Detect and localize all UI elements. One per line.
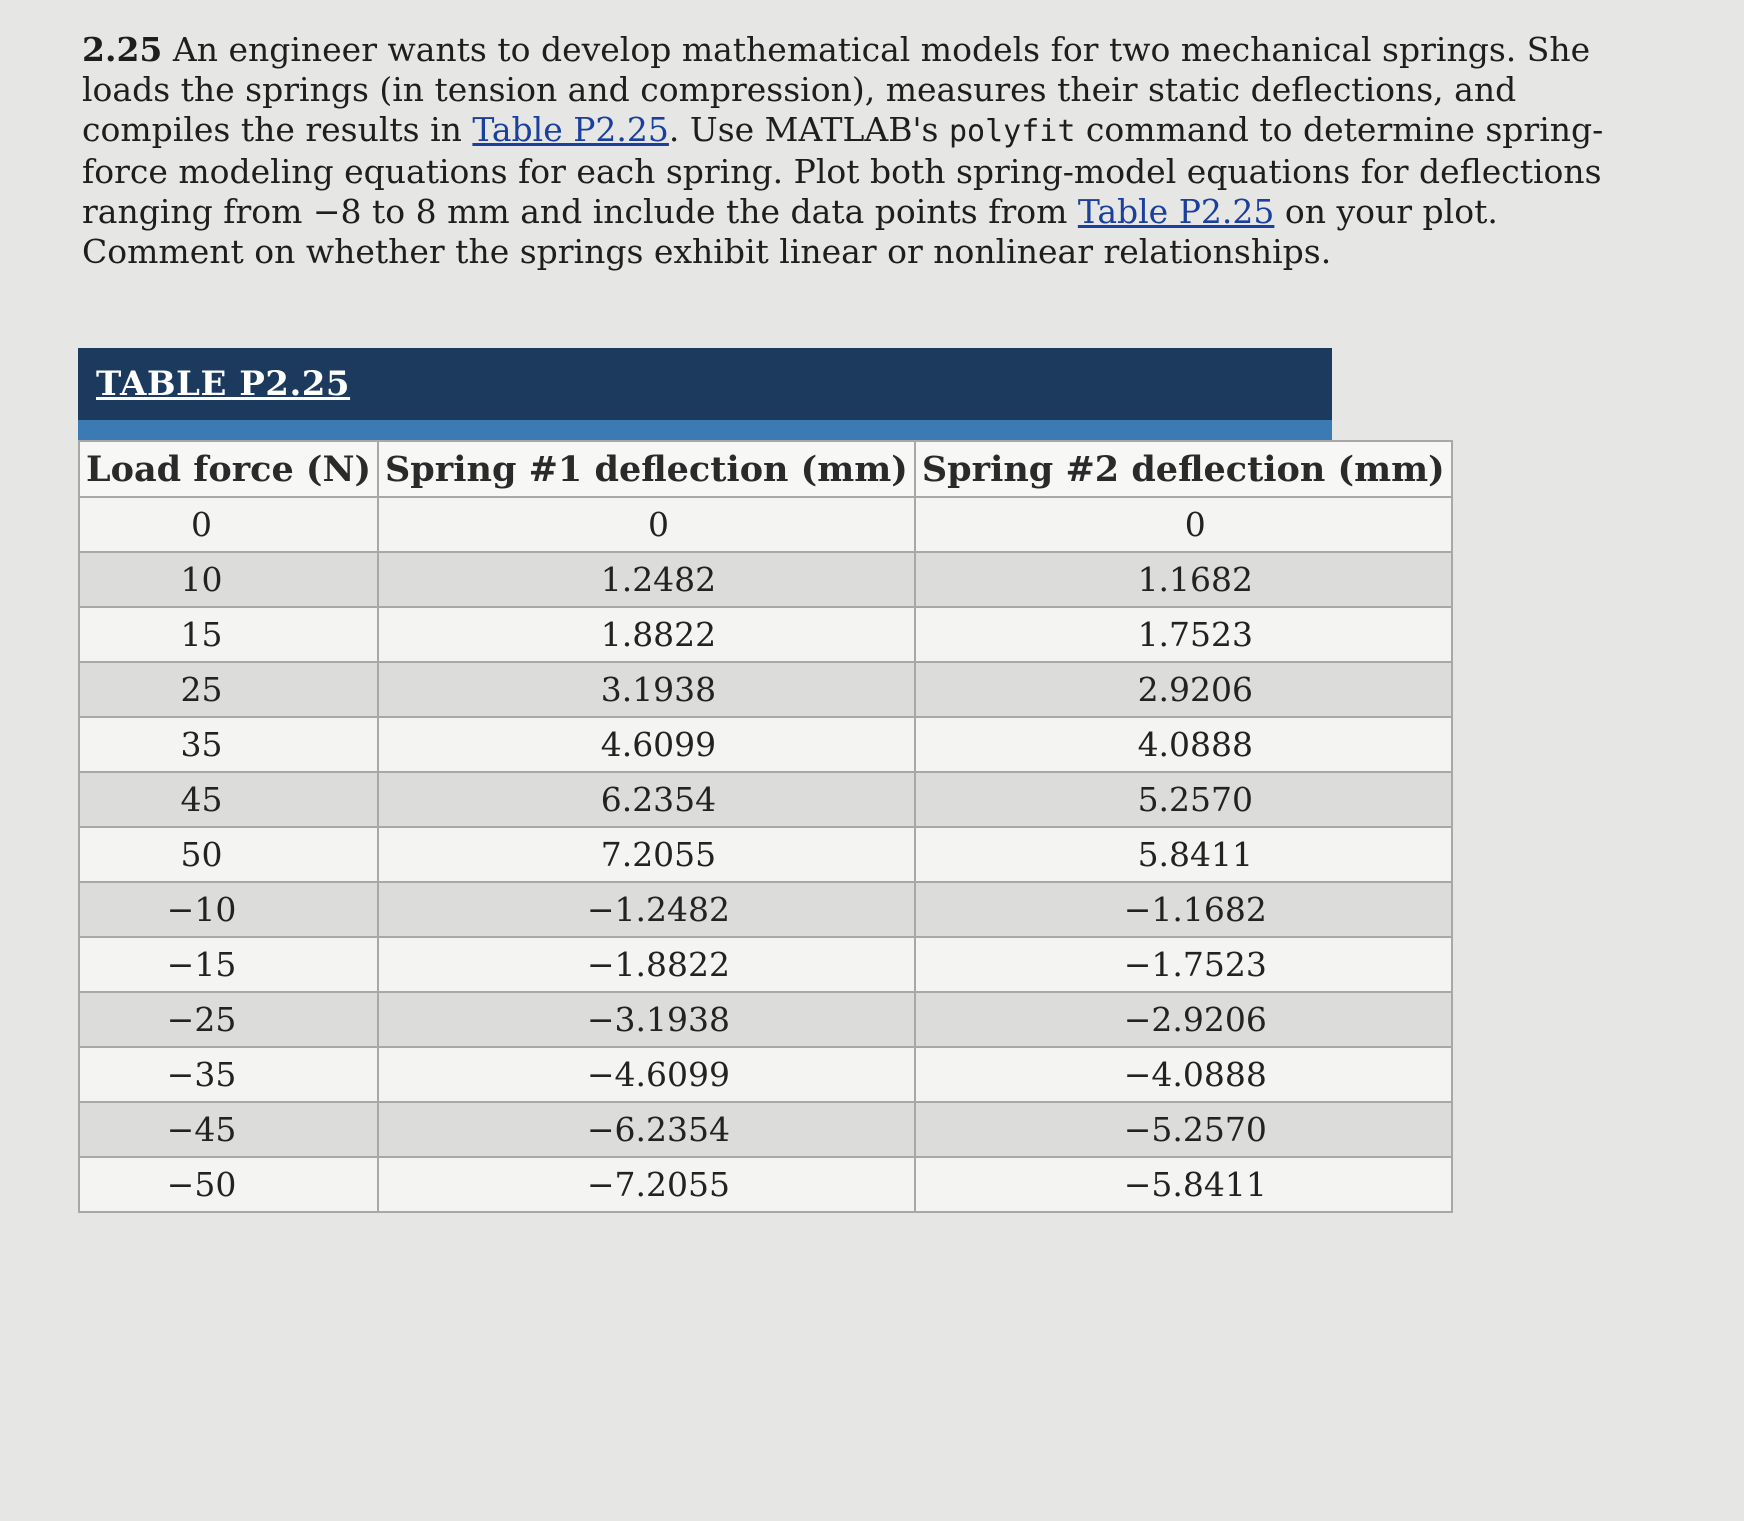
table-row	[79, 937, 1452, 992]
table-row	[79, 992, 1452, 1047]
cell-spring1: 1.8822	[378, 607, 915, 662]
cell-load: 45	[79, 772, 378, 827]
problem-text-2: . Use MATLAB's	[668, 110, 949, 149]
cell-load: −35	[79, 1047, 378, 1102]
cell-spring2: −2.9206	[915, 992, 1452, 1047]
table-title: TABLE P2.25	[96, 364, 351, 404]
cell-spring2: −5.8411	[915, 1157, 1452, 1212]
cell-spring1: 4.6099	[378, 717, 915, 772]
header-spring1: Spring #1 deflection (mm)	[378, 441, 915, 497]
table-row	[79, 1102, 1452, 1157]
polyfit-code: polyfit	[949, 114, 1076, 149]
table-row	[79, 552, 1452, 607]
cell-load: −25	[79, 992, 378, 1047]
cell-spring1: −1.2482	[378, 882, 915, 937]
cell-spring2: −1.7523	[915, 937, 1452, 992]
table-row	[79, 662, 1452, 717]
cell-spring2: 4.0888	[915, 717, 1452, 772]
cell-load: 25	[79, 662, 378, 717]
cell-spring2: 1.1682	[915, 552, 1452, 607]
table-row	[79, 827, 1452, 882]
cell-spring2: 0	[915, 497, 1452, 552]
cell-spring2: −1.1682	[915, 882, 1452, 937]
table-link-2[interactable]: Table P2.25	[1077, 192, 1275, 231]
cell-spring1: −7.2055	[378, 1157, 915, 1212]
table-link-1[interactable]: Table P2.25	[472, 110, 669, 149]
cell-load: −10	[79, 882, 378, 937]
cell-spring1: −6.2354	[378, 1102, 915, 1157]
cell-load: −15	[79, 937, 378, 992]
cell-spring2: 5.2570	[915, 772, 1452, 827]
problem-text-4: on your plot. Comment on whether the springs exhibit linear or nonlinear relationships.	[82, 192, 1498, 271]
header-spring2: Spring #2 deflection (mm)	[915, 441, 1452, 497]
cell-spring2: 2.9206	[915, 662, 1452, 717]
problem-text-1: An engineer wants to develop mathematical models for two mechanical springs. She loads the springs (in tension and compression), measures their static deflections, and compiles the results in	[82, 30, 1591, 149]
cell-spring1: −1.8822	[378, 937, 915, 992]
cell-spring1: 7.2055	[378, 827, 915, 882]
header-load-force: Load force (N)	[79, 441, 378, 497]
cell-spring1: 0	[378, 497, 915, 552]
cell-load: 15	[79, 607, 378, 662]
table-container	[78, 348, 1445, 1213]
cell-spring2: −5.2570	[915, 1102, 1452, 1157]
cell-load: −45	[79, 1102, 378, 1157]
problem-statement	[82, 30, 1622, 272]
data-table	[78, 440, 1453, 1213]
table-row	[79, 607, 1452, 662]
table-row	[79, 717, 1452, 772]
cell-load: 50	[79, 827, 378, 882]
table-title-bar	[78, 348, 1332, 420]
table-row	[79, 772, 1452, 827]
cell-spring1: 6.2354	[378, 772, 915, 827]
cell-spring2: 5.8411	[915, 827, 1452, 882]
cell-spring1: −4.6099	[378, 1047, 915, 1102]
cell-load: 10	[79, 552, 378, 607]
table-accent-bar	[78, 420, 1332, 440]
cell-spring2: −4.0888	[915, 1047, 1452, 1102]
problem-text-3: command to determine spring-force modeling equations for each spring. Plot both spring-model equations for deflections ranging from −8 to 8 mm and include the data points from	[82, 110, 1604, 231]
cell-spring1: 3.1938	[378, 662, 915, 717]
table-row	[79, 1047, 1452, 1102]
cell-spring1: 1.2482	[378, 552, 915, 607]
cell-load: −50	[79, 1157, 378, 1212]
cell-load: 0	[79, 497, 378, 552]
table-row	[79, 882, 1452, 937]
cell-load: 35	[79, 717, 378, 772]
cell-spring1: −3.1938	[378, 992, 915, 1047]
problem-number: 2.25	[82, 30, 163, 69]
cell-spring2: 1.7523	[915, 607, 1452, 662]
table-row	[79, 497, 1452, 552]
header-row	[79, 441, 1452, 497]
table-row	[79, 1157, 1452, 1212]
